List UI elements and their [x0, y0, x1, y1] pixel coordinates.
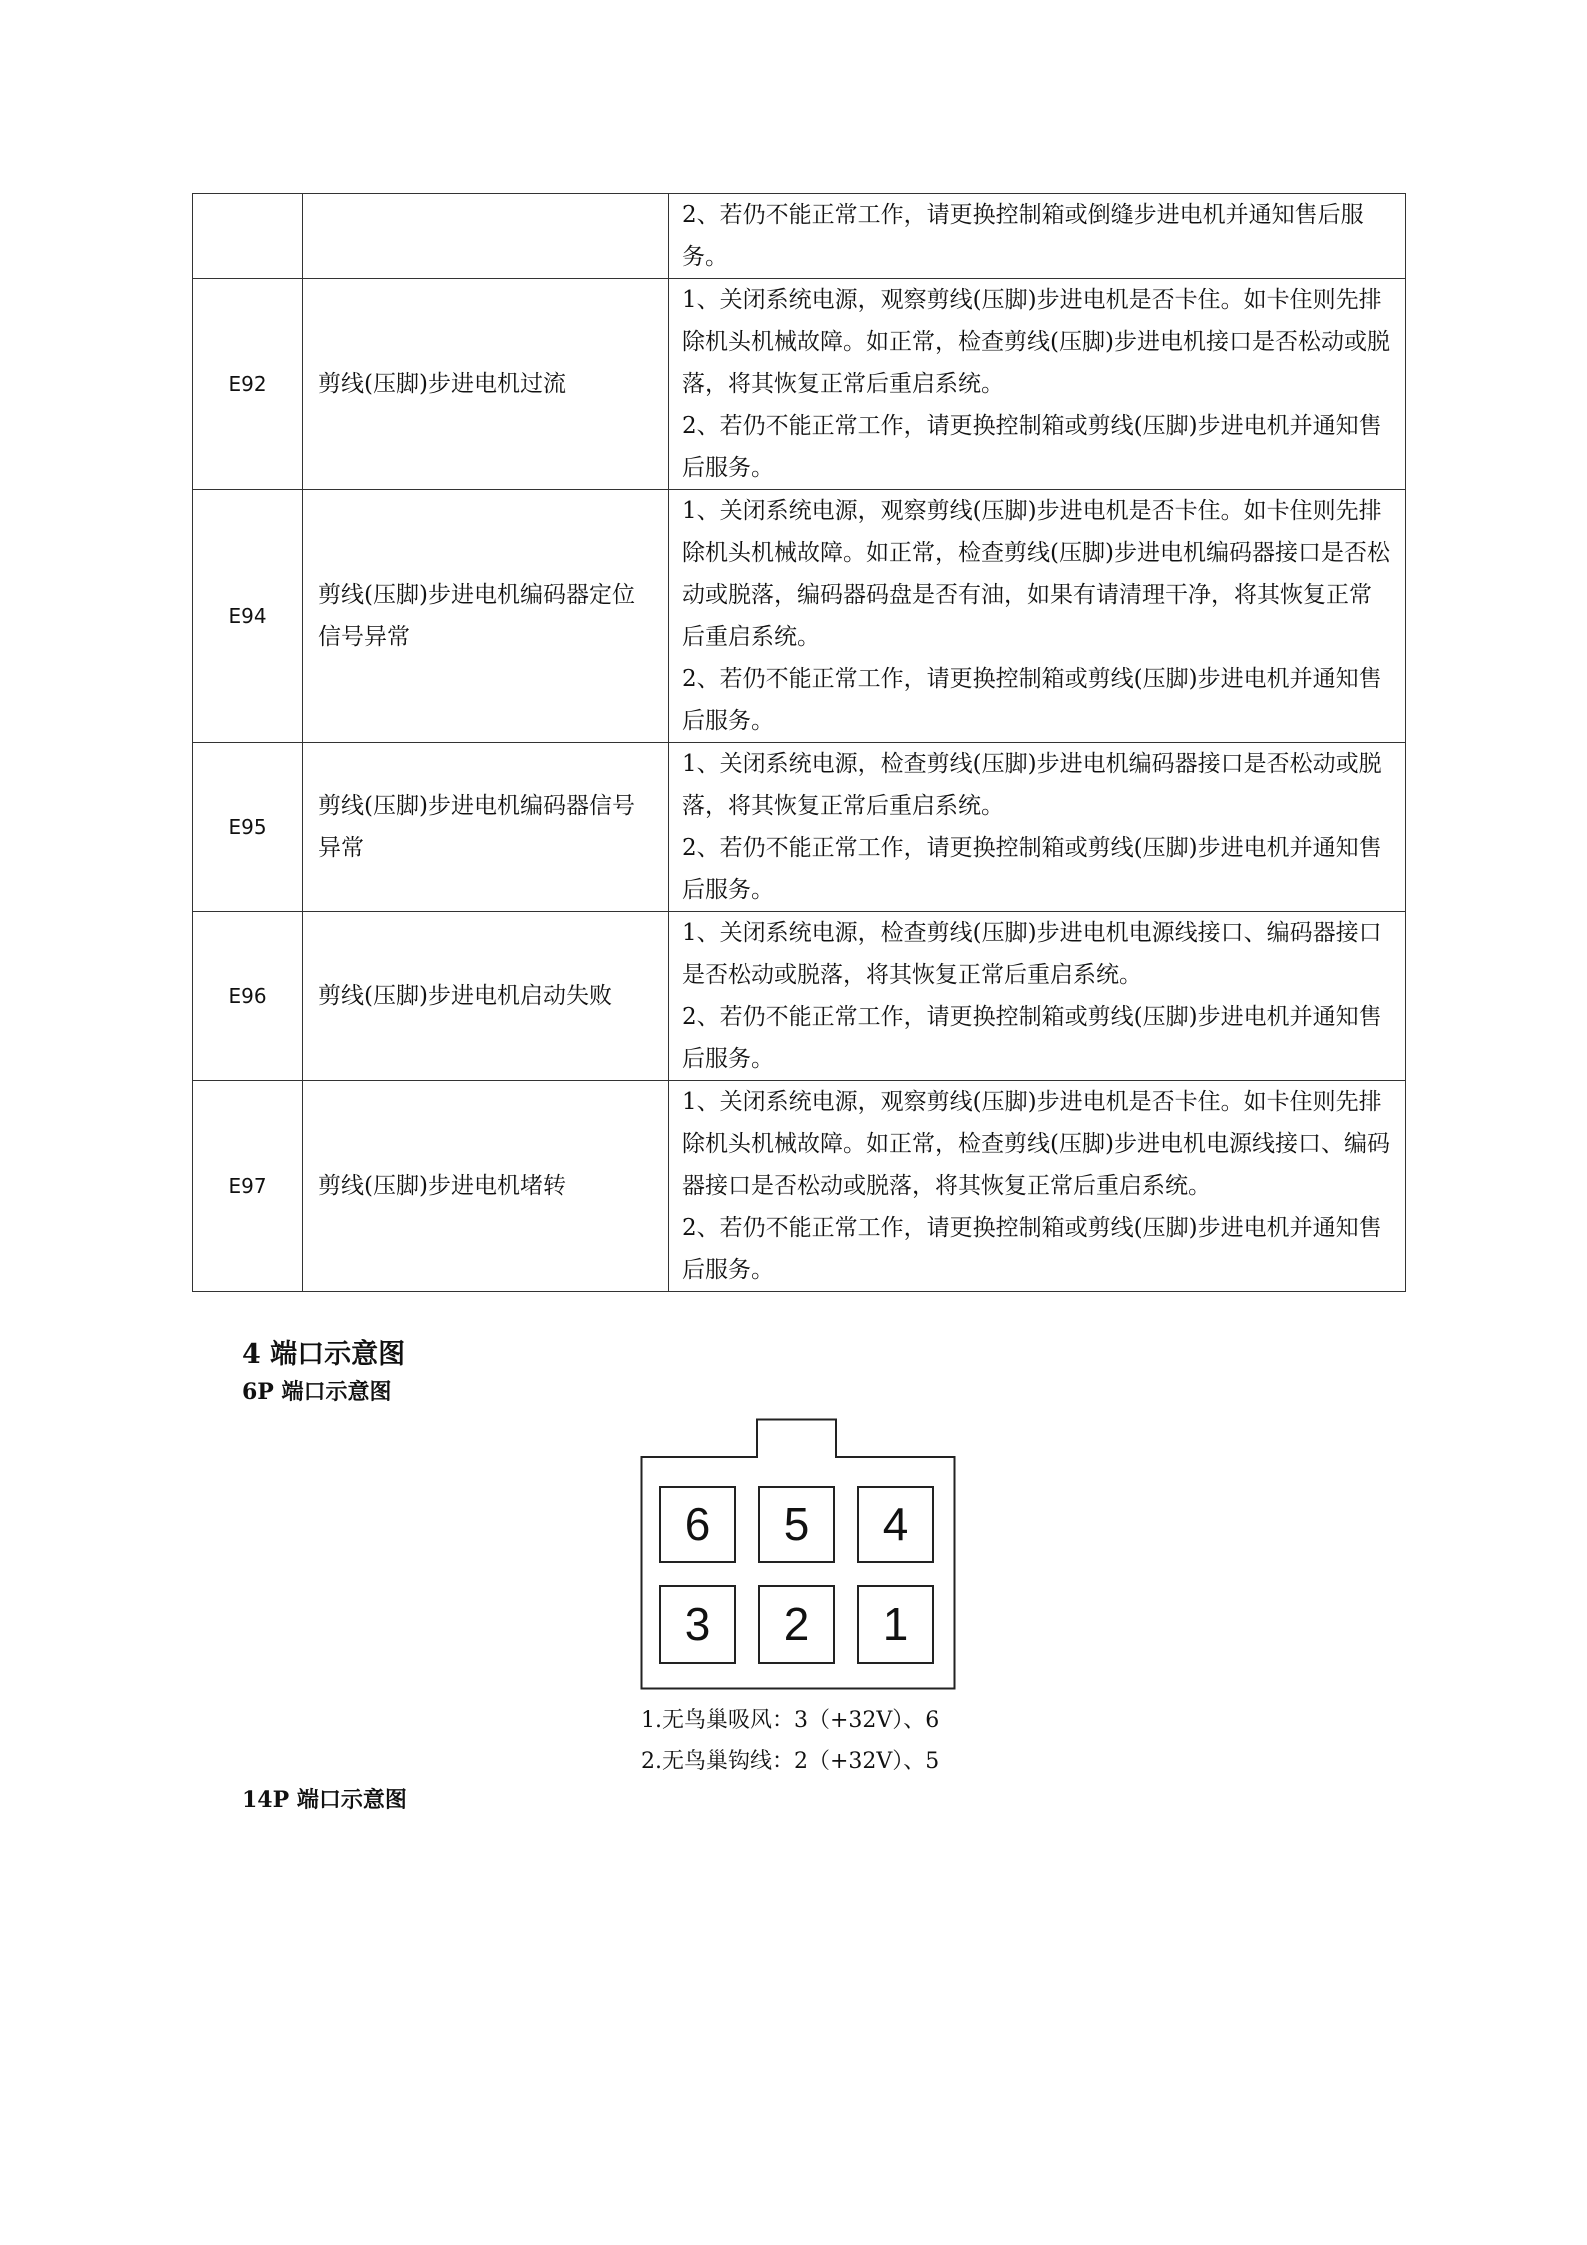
solution-step: 2、若仍不能正常工作，请更换控制箱或剪线(压脚)步进电机并通知售后服务。	[682, 666, 1382, 734]
solution-cell	[669, 490, 1406, 743]
pin-label: 4	[882, 1498, 909, 1550]
table-row	[193, 490, 1406, 743]
solution-step: 1、关闭系统电源，检查剪线(压脚)步进电机电源线接口、编码器接口是否松动或脱落，将其恢复正常后重启系统。	[682, 920, 1382, 988]
pin-label: 5	[783, 1498, 810, 1550]
solution-step: 1、关闭系统电源，观察剪线(压脚)步进电机是否卡住。如卡住则先排除机头机械故障。如正常，检查剪线(压脚)步进电机接口是否松动或脱落，将其恢复正常后重启系统。	[682, 287, 1390, 397]
solution-cell	[669, 194, 1406, 279]
error-code-cell: E97	[193, 1081, 303, 1292]
error-name-cell: 剪线(压脚)步进电机堵转	[303, 1081, 669, 1292]
error-code-cell: E96	[193, 912, 303, 1081]
pin-label: 2	[783, 1598, 810, 1650]
table-row	[193, 743, 1406, 912]
solution-step: 2、若仍不能正常工作，请更换控制箱或剪线(压脚)步进电机并通知售后服务。	[682, 835, 1382, 903]
error-code-cell: E95	[193, 743, 303, 912]
solution-step: 2、若仍不能正常工作，请更换控制箱或倒缝步进电机并通知售后服务。	[682, 202, 1364, 270]
solution-step: 1、关闭系统电源，观察剪线(压脚)步进电机是否卡住。如卡住则先排除机头机械故障。如正常，检查剪线(压脚)步进电机电源线接口、编码器接口是否松动或脱落，将其恢复正常后重启系统。	[682, 1089, 1390, 1199]
table-row	[193, 912, 1406, 1081]
table-row	[193, 1081, 1406, 1292]
solution-cell	[669, 1081, 1406, 1292]
error-name-cell	[303, 194, 669, 279]
error-code-cell	[193, 194, 303, 279]
pin-top-row	[660, 1487, 933, 1562]
solution-cell	[669, 279, 1406, 490]
error-name-cell: 剪线(压脚)步进电机启动失败	[303, 912, 669, 1081]
pin-note: 2.无鸟巢钩线：2（+32V）、5	[641, 1749, 940, 1774]
table-row	[193, 194, 1406, 279]
section-heading: 4 端口示意图	[242, 1339, 406, 1370]
solution-step: 2、若仍不能正常工作，请更换控制箱或剪线(压脚)步进电机并通知售后服务。	[682, 413, 1382, 481]
pin-notes	[641, 1700, 939, 1782]
pin-label: 1	[882, 1598, 909, 1650]
solution-step: 1、关闭系统电源，观察剪线(压脚)步进电机是否卡住。如卡住则先排除机头机械故障。如正常，检查剪线(压脚)步进电机编码器接口是否松动或脱落，编码器码盘是否有油，如果有请清理干净，将其恢复正常后重启系统。	[682, 498, 1390, 650]
error-name-cell: 剪线(压脚)步进电机编码器信号异常	[303, 743, 669, 912]
solution-step: 2、若仍不能正常工作，请更换控制箱或剪线(压脚)步进电机并通知售后服务。	[682, 1215, 1382, 1283]
pin-note: 1.无鸟巢吸风：3（+32V）、6	[641, 1708, 940, 1733]
solution-step: 2、若仍不能正常工作，请更换控制箱或剪线(压脚)步进电机并通知售后服务。	[682, 1004, 1382, 1072]
error-code-cell: E92	[193, 279, 303, 490]
subheading-14p: 14P 端口示意图	[242, 1787, 407, 1813]
error-name-cell: 剪线(压脚)步进电机过流	[303, 279, 669, 490]
table-row	[193, 279, 1406, 490]
pin-label: 3	[684, 1598, 711, 1650]
pin-label: 6	[684, 1498, 711, 1550]
subheading-6p: 6P 端口示意图	[242, 1379, 392, 1405]
pin-bottom-row	[660, 1586, 933, 1663]
error-code-cell: E94	[193, 490, 303, 743]
error-code-table	[192, 193, 1406, 1292]
connector-6p-diagram	[640, 1418, 956, 1690]
error-name-cell: 剪线(压脚)步进电机编码器定位信号异常	[303, 490, 669, 743]
solution-cell	[669, 743, 1406, 912]
solution-step: 1、关闭系统电源，检查剪线(压脚)步进电机编码器接口是否松动或脱落，将其恢复正常后重启系统。	[682, 751, 1382, 819]
solution-cell	[669, 912, 1406, 1081]
